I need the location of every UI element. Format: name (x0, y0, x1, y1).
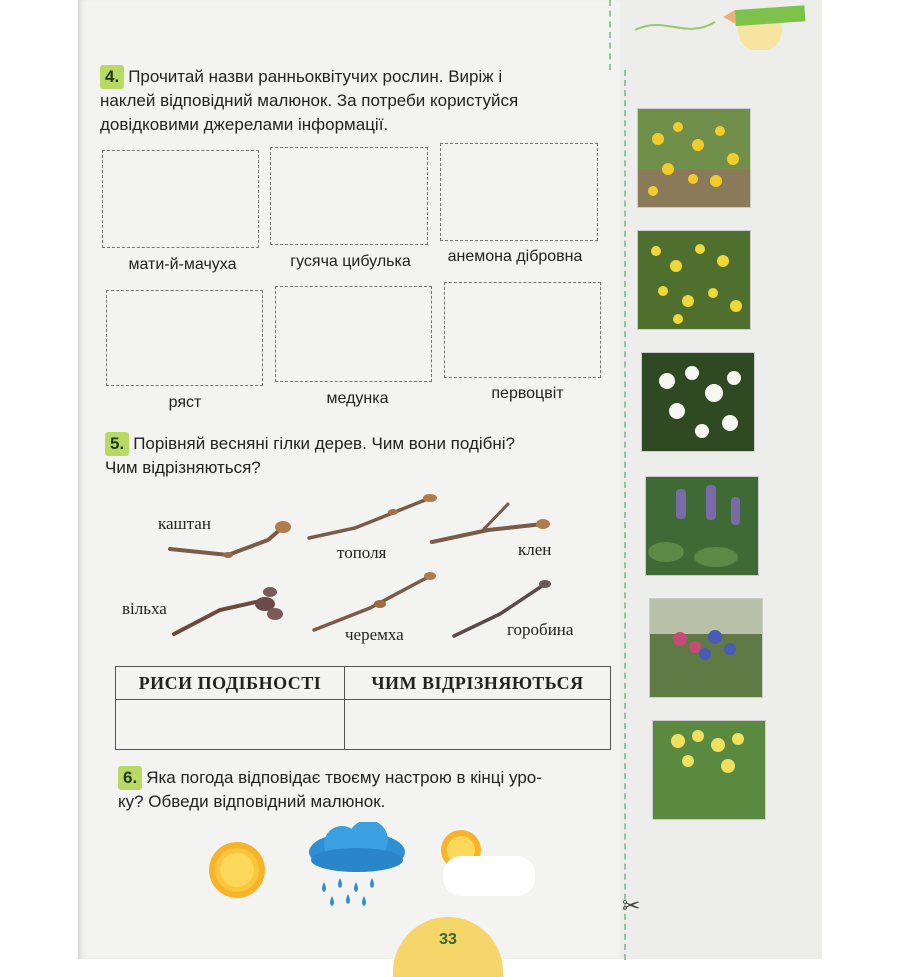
anemone-photo (641, 352, 755, 452)
task6-instructions: 6. Яка погода відповідає твоєму настрою в кінці уро- ку? Обведи відповідний малюнок. (118, 768, 542, 811)
task4-number: 4. (100, 65, 124, 89)
alder-branch-icon (170, 582, 295, 642)
paste-box-6[interactable] (444, 282, 601, 378)
branch-label-horobyna: горобина (507, 620, 574, 639)
sun-behind-cloud-icon[interactable] (435, 828, 540, 898)
cut-line (624, 70, 626, 960)
gagea-photo (637, 230, 751, 330)
primrose-photo (652, 720, 766, 820)
chestnut-branch-icon (168, 515, 293, 565)
corydalis-photo (645, 476, 759, 576)
task6-number: 6. (118, 766, 142, 790)
comparison-table (115, 666, 611, 750)
coltsfoot-photo (637, 108, 751, 208)
task4-instructions: 4. Прочитай назви ранньоквітучих рослин. Виріж і наклей відповідний малюнок. За потреби користуйся довідковими джерелами інформації. (100, 67, 519, 134)
table-cell-similarities[interactable] (116, 700, 345, 750)
paste-box-2[interactable] (270, 147, 428, 245)
branch-label-vilkha: вільха (122, 599, 167, 618)
plant-label-2: гусяча цибулька (290, 253, 411, 270)
task5-number: 5. (105, 432, 129, 456)
plant-label-6: первоцвіт (491, 385, 564, 402)
branch-label-topolia: тополя (337, 543, 387, 562)
task5-instructions: 5. Порівняй весняні гілки дерев. Чим вони подібні? Чим відрізняються? (105, 434, 516, 477)
sun-icon[interactable] (205, 838, 269, 902)
paste-box-5[interactable] (275, 286, 432, 382)
paste-box-4[interactable] (106, 290, 263, 386)
branch-label-klen: клен (518, 540, 552, 559)
poplar-branch-icon (305, 490, 440, 545)
lungwort-photo (649, 598, 763, 698)
plant-label-1: мати-й-мачуха (128, 256, 237, 273)
pencil-decoration-icon (625, 0, 815, 50)
branch-label-cheremkha: черемха (345, 625, 404, 644)
page-number: 33 (393, 917, 503, 977)
rain-cloud-icon[interactable] (302, 822, 412, 912)
table-header-similarities: РИСИ ПОДІБНОСТІ (116, 667, 345, 700)
plant-label-5: медунка (326, 390, 389, 407)
cut-line-top (609, 0, 611, 70)
paste-box-3[interactable] (440, 143, 598, 241)
scissors-icon: ✂ (622, 893, 641, 918)
plant-label-4: ряст (168, 394, 202, 411)
paste-box-1[interactable] (102, 150, 259, 248)
branch-label-kashtan: каштан (158, 514, 211, 533)
plant-label-3: анемона дібровна (447, 248, 583, 265)
table-header-differences: ЧИМ ВІДРІЗНЯЮТЬСЯ (345, 667, 611, 700)
table-cell-differences[interactable] (345, 700, 611, 750)
